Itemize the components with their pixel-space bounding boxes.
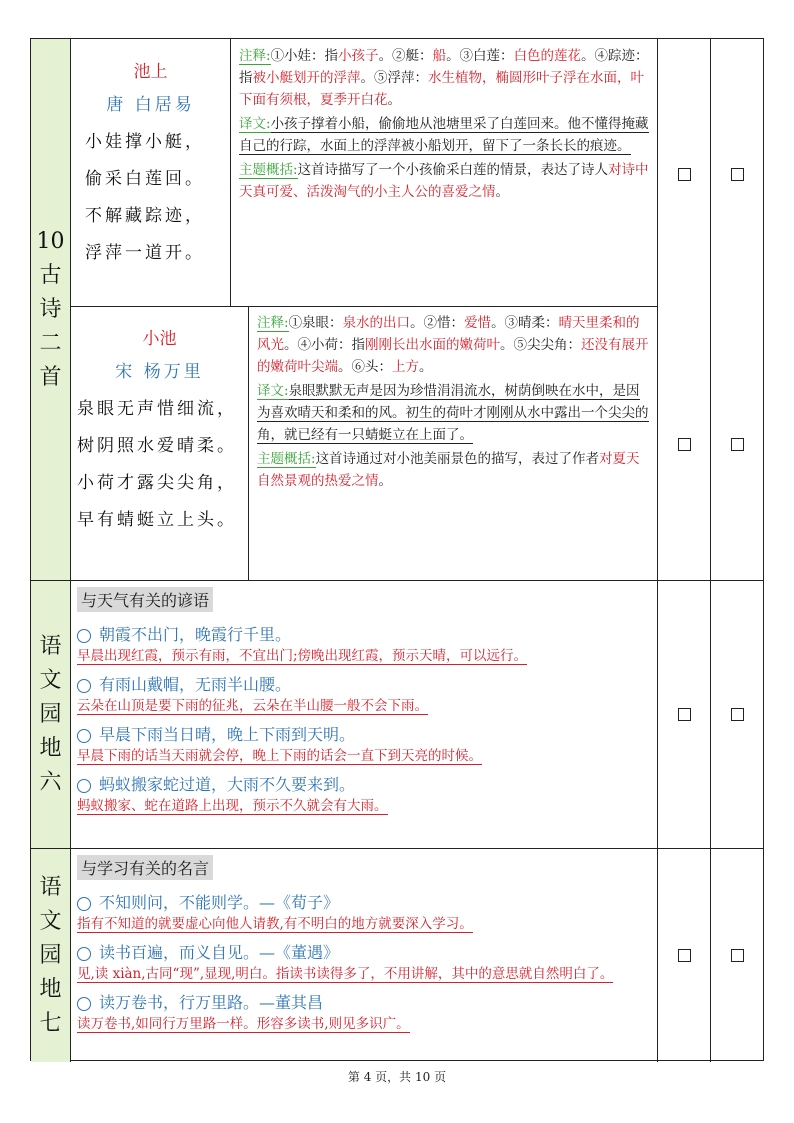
garden7-content xyxy=(71,849,658,1062)
checkbox-cell xyxy=(658,39,711,580)
annotation-paragraph: 注释:①小娃：指小孩子。②艇：船。③白莲：白色的莲花。④踪迹：指被小艇划开的浮萍。⑤浮萍：水生植物，椭圆形叶子浮在水面，叶下面有须根，夏季开白花。 xyxy=(239,48,649,108)
circle-bullet-icon xyxy=(77,897,91,911)
annotation-paragraph: 注释:①泉眼：泉水的出口。②惜：爱惜。③晴柔：晴天里柔和的风光。④小荷：指刚刚长出水面的嫩荷叶。⑤尖尖角：还没有展开的嫩荷叶尖端。⑥头：上方。 xyxy=(257,315,649,375)
checkbox[interactable] xyxy=(731,168,744,181)
translation-tag: 译文: xyxy=(257,383,289,399)
quote-explanation: 见,读 xiàn,古同“现”,显现,明白。指读书读得多了，不用讲解，其中的意思就自然明白了。 xyxy=(77,966,614,982)
checkbox[interactable] xyxy=(678,438,691,451)
quote-item: 读万卷书，行万里路。—董其昌 xyxy=(77,990,651,1013)
checkbox[interactable] xyxy=(678,949,691,962)
checkbox[interactable] xyxy=(678,168,691,181)
section-title: 与学习有关的名言 xyxy=(77,855,213,880)
checkbox-cell xyxy=(658,849,711,1062)
checkbox[interactable] xyxy=(678,708,691,721)
circle-bullet-icon xyxy=(77,729,91,743)
poem-line: 小娃撑小艇， xyxy=(85,132,205,152)
quote-explanation: 读万卷书,如同行万里路一样。形容多读书,则见多识广。 xyxy=(77,1016,410,1032)
theme-paragraph: 主题概括:这首诗通过对小池美丽景色的描写，表过了作者对夏天自然景观的热爱之情。 xyxy=(257,451,640,489)
saying-item: 蚂蚁搬家蛇过道，大雨不久要来到。 xyxy=(77,772,651,795)
translation-tag: 译文: xyxy=(239,116,271,132)
checkbox[interactable] xyxy=(731,708,744,721)
theme-tag: 主题概括: xyxy=(257,451,316,467)
theme-tag: 主题概括: xyxy=(239,162,298,178)
theme-paragraph: 主题概括:这首诗描写了一个小孩偷采白莲的情景，表达了诗人对诗中天真可爱、活泼淘气的小主人公的喜爱之情。 xyxy=(239,162,649,200)
page-footer: 第 4 页，共 10 页 xyxy=(347,1070,447,1084)
poem-line: 早有蜻蜓立上头。 xyxy=(77,510,237,530)
saying-explanation: 蚂蚁搬家、蛇在道路上出现，预示不久就会有大雨。 xyxy=(77,798,388,814)
saying-explanation: 早晨下雨的话当天雨就会停，晚上下雨的话会一直下到天亮的时候。 xyxy=(77,748,482,764)
unit-label-poems: 10 古 诗 二 首 xyxy=(31,39,71,580)
checkbox-cell xyxy=(658,581,711,848)
row-garden-six xyxy=(31,581,763,849)
poem-line: 树阴照水爱晴柔。 xyxy=(77,436,237,456)
poem-chishang-notes xyxy=(231,39,657,306)
saying-item: 早晨下雨当日晴，晚上下雨到天明。 xyxy=(77,722,651,745)
circle-bullet-icon xyxy=(77,679,91,693)
poem-chishang-block xyxy=(71,39,657,307)
section-title: 与天气有关的谚语 xyxy=(77,587,213,612)
saying-explanation: 云朵在山顶是要下雨的征兆，云朵在半山腰一般不会下雨。 xyxy=(77,698,428,714)
poem-xiaochi-notes xyxy=(249,306,657,580)
circle-bullet-icon xyxy=(77,779,91,793)
poem-xiaochi-text xyxy=(71,306,249,580)
poem-author: 唐 白居易 xyxy=(106,95,195,115)
poem-author: 宋 杨万里 xyxy=(115,362,204,382)
garden6-content xyxy=(71,581,658,848)
worksheet-table xyxy=(30,38,764,1061)
poem-line: 小荷才露尖尖角， xyxy=(77,473,237,493)
checkbox[interactable] xyxy=(731,438,744,451)
circle-bullet-icon xyxy=(77,997,91,1011)
poem-line: 偷采白莲回。 xyxy=(85,169,205,189)
row-ancient-poems xyxy=(31,39,763,581)
poem-title: 池上 xyxy=(133,62,168,82)
translation-paragraph: 译文:泉眼默默无声是因为珍惜涓涓流水，树荫倒映在水中，是因为喜欢晴天和柔和的风。初生的荷叶才刚刚从水中露出一个尖尖的角，就已经有一只蜻蜓立在上面了。 xyxy=(257,383,649,443)
quote-item: 读书百遍，而义自见。—《董遇》 xyxy=(77,940,651,963)
row-garden-seven xyxy=(31,849,763,1062)
checkbox-cell xyxy=(711,581,763,848)
saying-item: 有雨山戴帽，无雨半山腰。 xyxy=(77,672,651,695)
poem-line: 浮萍一道开。 xyxy=(85,243,205,263)
poem-line: 不解藏踪迹， xyxy=(85,206,205,226)
annotation-tag: 注释: xyxy=(239,48,271,64)
circle-bullet-icon xyxy=(77,947,91,961)
poem-line: 泉眼无声惜细流， xyxy=(77,399,237,419)
annotation-tag: 注释: xyxy=(257,315,289,331)
poem-chishang-text xyxy=(71,39,231,306)
poems-content xyxy=(71,39,658,580)
checkbox-cell xyxy=(711,849,763,1062)
saying-explanation: 早晨出现红霞，预示有雨，不宜出门;傍晚出现红霞，预示天晴，可以远行。 xyxy=(77,648,528,664)
translation-paragraph: 译文:小孩子撑着小船，偷偷地从池塘里采了白莲回来。他不懂得掩藏自己的行踪，水面上的浮萍被小船划开，留下了一条长长的痕迹。 xyxy=(239,116,649,154)
quote-explanation: 指有不知道的就要虚心向他人请教,有不明白的地方就要深入学习。 xyxy=(77,916,473,932)
circle-bullet-icon xyxy=(77,629,91,643)
poem-xiaochi-block xyxy=(71,306,657,580)
poem-title: 小池 xyxy=(142,329,177,349)
saying-item: 朝霞不出门，晚霞行千里。 xyxy=(77,622,651,645)
unit-label-garden6: 语 文 园 地 六 xyxy=(31,581,71,848)
checkbox[interactable] xyxy=(731,949,744,962)
unit-label-garden7: 语 文 园 地 七 xyxy=(31,849,71,1062)
quote-item: 不知则问，不能则学。—《荀子》 xyxy=(77,890,651,913)
checkbox-cell xyxy=(711,39,763,580)
